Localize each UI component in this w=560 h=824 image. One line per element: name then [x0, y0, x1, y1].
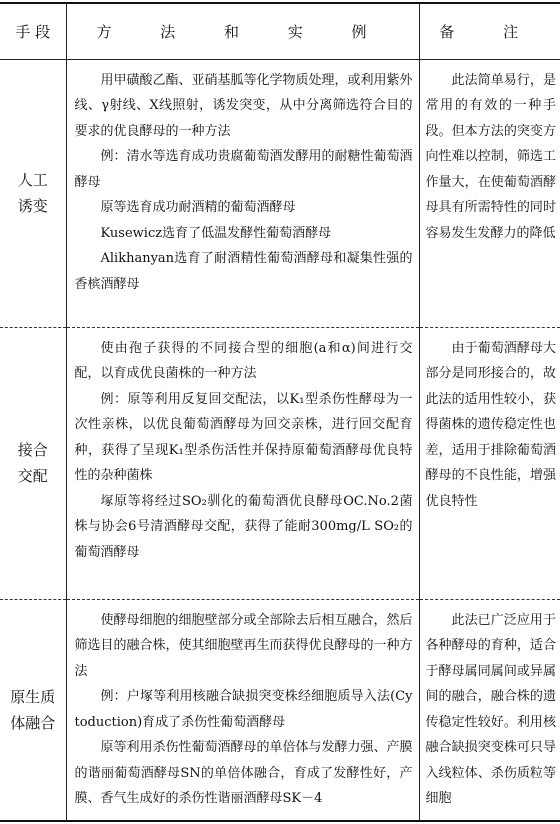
category-cell: 原生质 体融合 — [0, 599, 66, 821]
category-cell: 人工 诱变 — [0, 59, 66, 327]
method-cell — [66, 327, 419, 599]
header-remarks: 备 注 — [419, 3, 560, 59]
method-example: 塚原等将经过SO₂驯化的葡萄酒优良酵母OC.No.2菌株与协会6号清酒酵母交配，获得了能耐300mg/L SO₂的葡萄酒酵母 — [74, 493, 413, 560]
method-example: 原等选育成功耐酒精的葡萄酒酵母 — [100, 200, 296, 215]
method-example: Alikhanyan选育了耐酒精性葡萄酒酵母和凝集性强的香槟酒酵母 — [74, 251, 413, 292]
note-text: 此法简单易行，是常用的有效的一种手段。但本方法的突变方向性难以控制，筛选工作量大，在使葡萄酒酵母具有所需特性的同时容易发生发酵力的降低 — [425, 72, 556, 241]
method-example: 例：原等利用反复回交配法，以K₁型杀伤性酵母为一次性亲株，以优良葡萄酒酵母为回交亲株，进行回交配育种，获得了呈现K₁型杀伤活性并保持原葡萄酒酵母优良特性的杂种菌株 — [74, 391, 413, 483]
method-example: 例：户塚等利用核融合缺损突变株经细胞质导入法(Cytoduction)育成了杀伤性葡萄酒酵母 — [74, 689, 413, 730]
note-cell — [419, 327, 560, 599]
method-example: Kusewicz选育了低温发酵性葡萄酒酵母 — [100, 225, 332, 241]
header-row — [0, 3, 560, 59]
note-cell — [419, 599, 560, 821]
method-description: 用甲磺酸乙酯、亚硝基胍等化学物质处理，或利用紫外线、γ射线、X线照射，诱发突变，从中分离筛选符合目的要求的优良酵母的一种方法 — [74, 72, 413, 139]
method-example: 原等利用杀伤性葡萄酒酵母的单倍体与发酵力强、产膜的谐丽葡萄酒酵母SN的单倍体融合，育成了发酵性好，产膜、香气生成好的杀伤性谐丽酒酵母SK－4 — [74, 740, 413, 806]
method-cell — [66, 59, 419, 327]
table-row — [0, 59, 560, 327]
method-example: 例：清水等选育成功贵腐葡萄酒发酵用的耐糖性葡萄酒酵母 — [74, 149, 413, 190]
table-row — [0, 599, 560, 821]
category-cell: 接合 交配 — [0, 327, 66, 599]
breeding-methods-table — [0, 2, 560, 822]
note-text: 由于葡萄酒酵母大部分是同形接合的，故此法的适用性较小，获得菌株的遗传稳定性也差，适用于排除葡萄酒酵母的不良性能，增强优良特性 — [425, 340, 556, 509]
header-method-type: 手 段 — [0, 3, 66, 59]
header-method-and-examples: 方 法 和 实 例 — [66, 3, 419, 59]
note-text: 此法已广泛应用于各种酵母的育种，适合于酵母属同属间或异属间的融合，融合株的遗传稳定性较好。利用核融合缺损突变株可只导入线粒体、杀伤质粒等细胞 — [425, 612, 556, 806]
method-description: 使酵母细胞的细胞壁部分或全部除去后相互融合，然后筛选目的融合株，使其细胞壁再生而获得优良酵母的一种方法 — [74, 612, 413, 679]
table-row — [0, 327, 560, 599]
note-cell — [419, 59, 560, 327]
method-cell — [66, 599, 419, 821]
method-description: 使由孢子获得的不同接合型的细胞(a和α)间进行交配，以育成优良菌株的一种方法 — [74, 340, 413, 381]
